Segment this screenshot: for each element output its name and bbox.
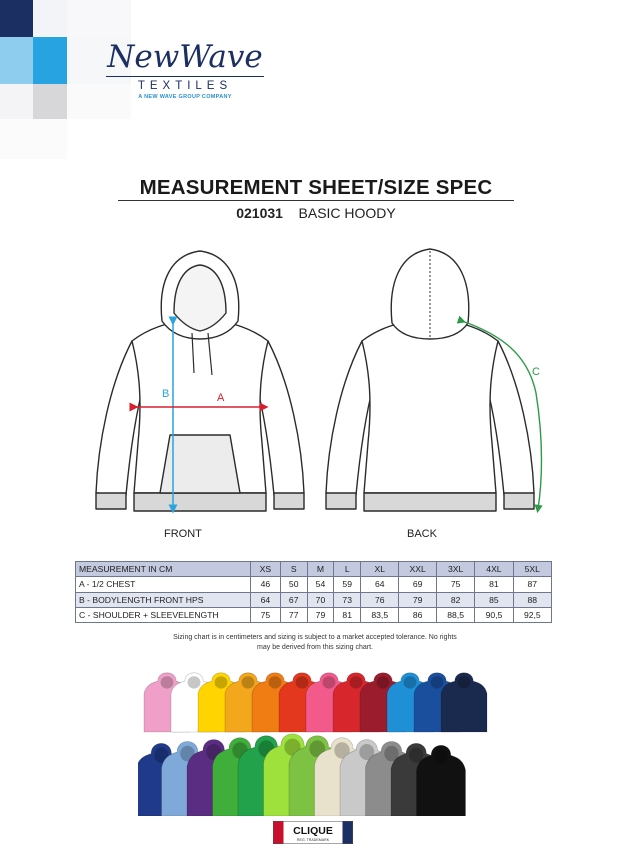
table-header-row xyxy=(76,562,552,577)
title-divider xyxy=(118,200,514,201)
table-cell: B - BODYLENGTH FRONT HPS xyxy=(76,592,251,607)
brand-name: NewWave xyxy=(107,39,263,75)
table-row xyxy=(76,607,552,622)
logo-square-faint xyxy=(0,84,33,119)
clique-sub: REG. TRADEMARK xyxy=(296,838,330,842)
table-cell: 88 xyxy=(513,592,551,607)
logo-square-blue xyxy=(33,37,67,84)
table-cell: 70 xyxy=(307,592,334,607)
logo-square-faint xyxy=(67,0,131,37)
table-header-cell: L xyxy=(334,562,361,577)
logo-square-faint xyxy=(33,0,67,37)
article-name: BASIC HOODY xyxy=(298,205,396,221)
table-cell: 75 xyxy=(436,577,474,592)
table-header-cell: XXL xyxy=(399,562,437,577)
table-cell: 88,5 xyxy=(436,607,474,622)
table-header-cell: 4XL xyxy=(475,562,513,577)
hoody-front-drawing xyxy=(90,243,310,515)
table-cell: 67 xyxy=(280,592,307,607)
front-label: FRONT xyxy=(164,528,202,540)
size-spec-table xyxy=(75,561,552,623)
table-cell: 64 xyxy=(251,592,281,607)
table-cell: C - SHOULDER + SLEEVELENGTH xyxy=(76,607,251,622)
table-header-cell: MEASUREMENT IN CM xyxy=(76,562,251,577)
brand-divider xyxy=(106,76,264,77)
sizing-disclaimer xyxy=(145,633,485,652)
logo-square-grey xyxy=(33,84,67,119)
hoody-back-drawing xyxy=(322,243,552,515)
disclaimer-line-1: Sizing chart is in centimeters and sizing is subject to a market accepted tolerance. No rights xyxy=(173,634,457,641)
table-row xyxy=(76,577,552,592)
table-header-cell: XS xyxy=(251,562,281,577)
table-cell: 79 xyxy=(307,607,334,622)
table-cell: 83,5 xyxy=(361,607,399,622)
disclaimer-line-2: may be derived from this sizing chart. xyxy=(257,643,373,651)
logo-square-faint xyxy=(0,119,67,159)
table-header-cell: M xyxy=(307,562,334,577)
brand-logo xyxy=(100,40,270,100)
table-cell: A - 1/2 CHEST xyxy=(76,577,251,592)
table-header-cell: S xyxy=(280,562,307,577)
article-subtitle xyxy=(118,205,514,221)
table-cell: 82 xyxy=(436,592,474,607)
table-cell: 77 xyxy=(280,607,307,622)
table-cell: 50 xyxy=(280,577,307,592)
back-label: BACK xyxy=(407,528,437,540)
table-header-cell: 3XL xyxy=(436,562,474,577)
table-cell: 79 xyxy=(399,592,437,607)
brand-textiles: TEXTILES xyxy=(137,80,233,92)
clique-logo xyxy=(273,821,353,844)
table-cell: 73 xyxy=(334,592,361,607)
table-cell: 76 xyxy=(361,592,399,607)
table-cell: 59 xyxy=(334,577,361,592)
clique-name: CLIQUE xyxy=(293,825,333,837)
table-cell: 86 xyxy=(399,607,437,622)
table-cell: 69 xyxy=(399,577,437,592)
table-cell: 85 xyxy=(475,592,513,607)
label-b: B xyxy=(162,388,170,400)
logo-square-lightblue xyxy=(0,37,33,84)
table-cell: 64 xyxy=(361,577,399,592)
table-cell: 92,5 xyxy=(513,607,551,622)
table-cell: 81 xyxy=(334,607,361,622)
page-title: MEASUREMENT SHEET/SIZE SPEC xyxy=(139,176,493,199)
logo-square-navy xyxy=(0,0,33,37)
table-cell: 75 xyxy=(251,607,281,622)
table-header-cell: 5XL xyxy=(513,562,551,577)
table-cell: 81 xyxy=(475,577,513,592)
brand-tagline: A NEW WAVE GROUP COMPANY xyxy=(138,94,232,100)
table-cell: 54 xyxy=(307,577,334,592)
hoody-colour-range-image xyxy=(138,668,488,816)
table-cell: 87 xyxy=(513,577,551,592)
label-a: A xyxy=(217,392,225,404)
table-header-cell: XL xyxy=(361,562,399,577)
label-c: C xyxy=(532,366,540,378)
table-row xyxy=(76,592,552,607)
table-cell: 90,5 xyxy=(475,607,513,622)
article-number: 021031 xyxy=(236,205,283,221)
table-cell: 46 xyxy=(251,577,281,592)
